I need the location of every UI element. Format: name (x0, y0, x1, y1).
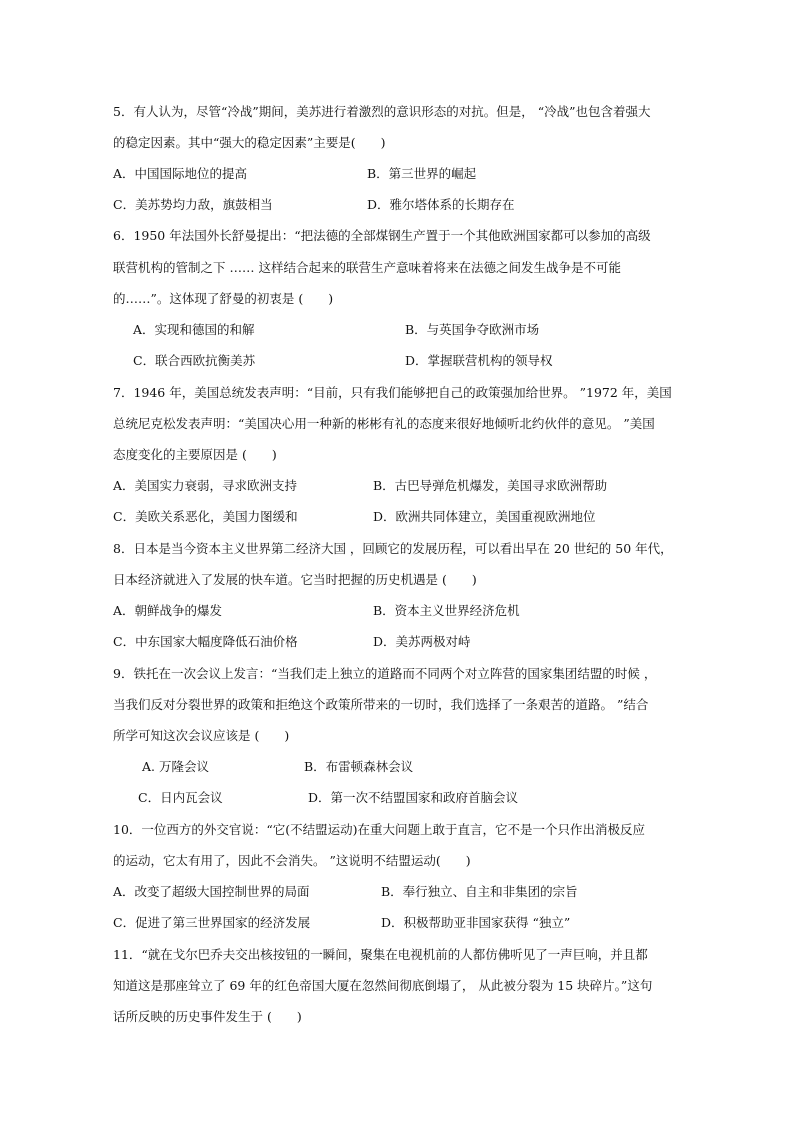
q11-stem-line-2: 知道这是那座耸立了 69 年的红色帝国大厦在忽然间彻底倒塌了， 从此被分裂为 15 块碎片。”这句 (113, 978, 653, 993)
q6-option-a: A．实现和德国的和解 (133, 322, 255, 337)
q7-option-a: A．美国实力衰弱，寻求欧洲支持 (113, 478, 298, 493)
q8-stem-line-2: 日本经济就进入了发展的快车道。它当时把握的历史机遇是 ( ) (113, 572, 477, 587)
q5-option-d: D．雅尔塔体系的长期存在 (367, 197, 515, 212)
q7-option-c: C．美欧关系恶化，美国力图缓和 (113, 509, 298, 524)
q9-stem-line-3: 所学可知这次会议应该是 ( ) (113, 728, 290, 743)
q9-option-b: B．布雷顿森林会议 (304, 759, 414, 774)
q5-option-b: B．第三世界的崛起 (367, 166, 477, 181)
q9-option-c: C．日内瓦会议 (138, 790, 223, 805)
q10-option-b: B．奉行独立、自主和非集团的宗旨 (381, 884, 578, 899)
q8-option-c: C．中东国家大幅度降低石油价格 (113, 634, 298, 649)
q10-option-d: D．积极帮助亚非国家获得 “独立” (381, 915, 571, 930)
q7-option-d: D．欧洲共同体建立，美国重视欧洲地位 (373, 509, 596, 524)
q6-option-d: D．掌握联营机构的领导权 (405, 353, 553, 368)
q9-option-d: D．第一次不结盟国家和政府首脑会议 (308, 790, 519, 805)
q10-stem-line-2: 的运动，它太有用了，因此不会消失。 ”这说明不结盟运动( ) (113, 853, 471, 868)
q7-stem-line-2: 总统尼克松发表声明：“美国决心用一种新的彬彬有礼的态度来很好地倾听北约伙伴的意见。 ”美国 (113, 416, 655, 431)
q6-stem-line-2: 联营机构的管制之下 …… 这样结合起来的联营生产意味着将来在法德之间发生战争是不可能 (113, 260, 621, 275)
q8-stem-line-1: 8．日本是当今资本主义世界第二经济大国 ，回顾它的发展历程，可以看出早在 20 世纪的 50 年代， (113, 541, 673, 556)
q5-stem-line-2: 的稳定因素。其中“强大的稳定因素”主要是( ) (113, 135, 386, 150)
q11-stem-line-1: 11．“就在戈尔巴乔夫交出核按钮的一瞬间，聚集在电视机前的人都仿佛听见了一声巨响，并且都 (113, 947, 648, 962)
q7-stem-line-1: 7．1946 年，美国总统发表声明：“目前，只有我们能够把自己的政策强加给世界。 ”1972 年，美国 (113, 385, 672, 400)
q6-stem-line-1: 6．1950 年法国外长舒曼提出：“把法德的全部煤钢生产置于一个其他欧洲国家都可以参加的高级 (113, 228, 651, 243)
q10-option-a: A．改变了超级大国控制世界的局面 (113, 884, 310, 899)
q6-stem-line-3: 的……”。这体现了舒曼的初衷是 ( ) (113, 291, 334, 306)
q9-stem-line-1: 9．铁托在一次会议上发言：“当我们走上独立的道路而不同两个对立阵营的国家集团结盟的时候 ， (113, 666, 657, 681)
q10-option-c: C．促进了第三世界国家的经济发展 (113, 915, 311, 930)
q6-option-b: B．与英国争夺欧洲市场 (405, 322, 540, 337)
q7-stem-line-3: 态度变化的主要原因是 ( ) (113, 447, 277, 462)
q7-option-b: B．古巴导弹危机爆发，美国寻求欧洲帮助 (373, 478, 608, 493)
q10-stem-line-1: 10．一位西方的外交官说：“它(不结盟运动)在重大问题上敢于直言，它不是一个只作出消极反应 (113, 822, 646, 837)
q5-stem-line-1: 5．有人认为，尽管“冷战”期间，美苏进行着激烈的意识形态的对抗。但是， “冷战”也包含着强大 (113, 104, 651, 119)
q11-stem-line-3: 话所反映的历史事件发生于 ( ) (113, 1009, 302, 1024)
q8-option-a: A．朝鲜战争的爆发 (113, 603, 223, 618)
q8-option-b: B．资本主义世界经济危机 (373, 603, 520, 618)
q5-option-c: C．美苏势均力敌，旗鼓相当 (113, 197, 273, 212)
q6-option-c: C．联合西欧抗衡美苏 (133, 353, 256, 368)
q9-stem-line-2: 当我们反对分裂世界的政策和拒绝这个政策所带来的一切时，我们选择了一条艰苦的道路。 ”结合 (113, 697, 649, 712)
q8-option-d: D．美苏两极对峙 (373, 634, 471, 649)
q5-option-a: A．中国国际地位的提高 (113, 166, 248, 181)
q9-option-a: A. 万隆会议 (142, 759, 209, 774)
